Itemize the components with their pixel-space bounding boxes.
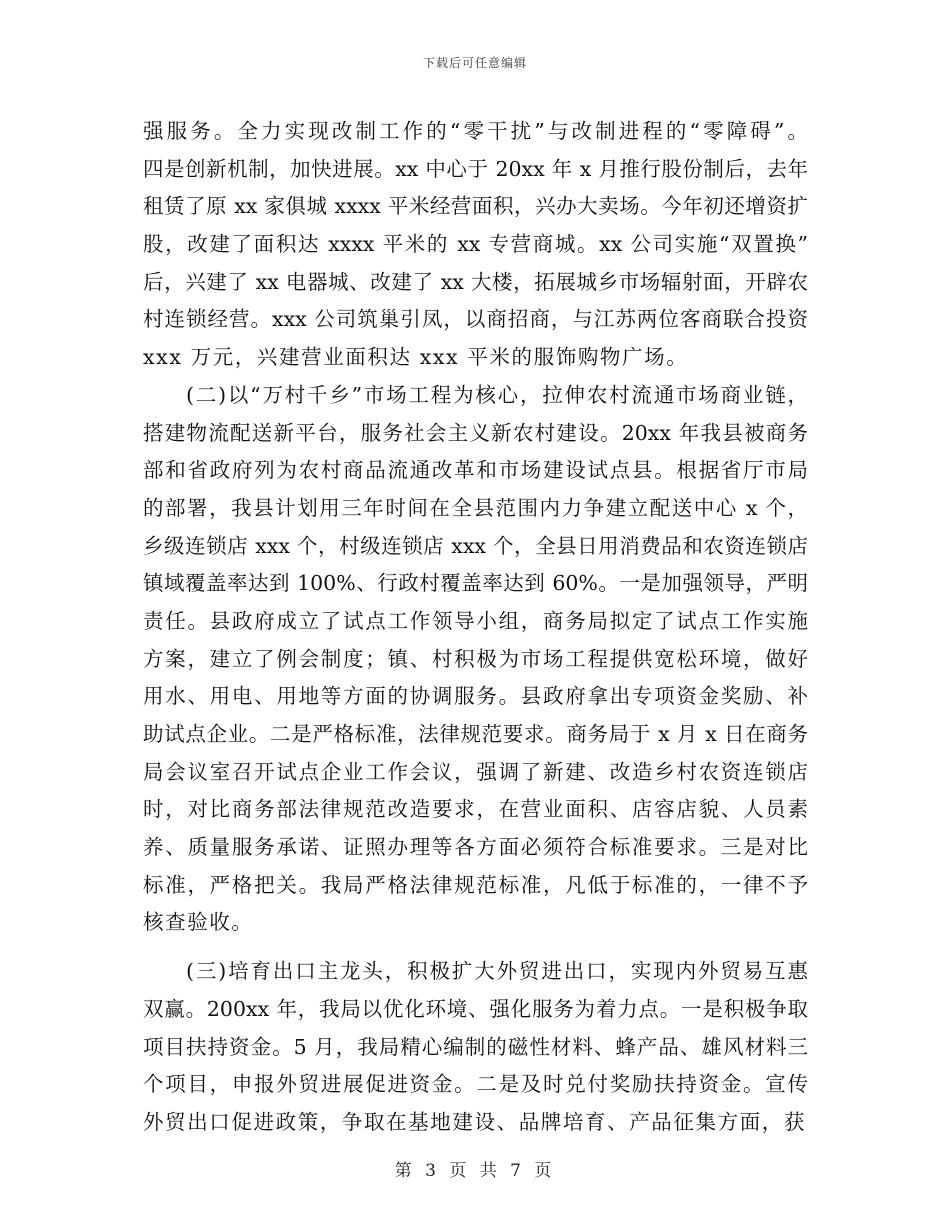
paragraph [143, 953, 808, 1141]
text-line: 乡级连锁店 xxx 个，村级连锁店 xxx 个，全县日用消费品和农资连锁店 [143, 533, 808, 558]
document-body [143, 113, 808, 1142]
text-line: (二)以“万村千乡”市场工程为核心，拉伸农村流通市场商业链， [186, 382, 808, 407]
text-line: 核查验收。 [143, 910, 254, 935]
text-line: 镇域覆盖率达到 100%、行政村覆盖率达到 60%。一是加强领导，严明 [143, 571, 808, 596]
text-line: 后，兴建了 xx 电器城、改建了 xx 大楼，拓展城乡市场辐射面，开辟农 [143, 269, 808, 294]
page-number: 第 3 页 共 7 页 [394, 1161, 556, 1181]
page-header: 下载后可任意编辑 [422, 56, 527, 70]
paragraph [143, 377, 808, 942]
text-line: xxx 万元，兴建营业面积达 xxx 平米的服饰购物广场。 [143, 345, 689, 370]
text-line: 搭建物流配送新平台，服务社会主义新农村建设。20xx 年我县被商务 [143, 420, 808, 445]
paragraph [143, 113, 808, 377]
text-line: 助试点企业。二是严格标准，法律规范要求。商务局于 x 月 x 日在商务 [143, 722, 808, 746]
text-line: 租赁了原 xx 家俱城 xxxx 平米经营面积，兴办大卖场。今年初还增资扩 [143, 194, 808, 219]
text-line: 的部署，我县计划用三年时间在全县范围内力争建立配送中心 x 个， [143, 495, 808, 520]
text-line: (三)培育出口主龙头，积极扩大外贸进出口，实现内外贸易互惠 [186, 959, 808, 984]
text-line: 部和省政府列为农村商品流通改革和市场建设试点县。根据省厅市局 [143, 458, 808, 483]
text-line: 股，改建了面积达 xxxx 平米的 xx 专营商城。xx 公司实施“双置换” [143, 232, 808, 257]
text-line: 村连锁经营。xxx 公司筑巢引凤，以商招商，与江苏两位客商联合投资 [143, 307, 808, 332]
text-line: 强服务。全力实现改制工作的“零干扰”与改制进程的“零障碍”。 [143, 119, 808, 143]
text-line: 四是创新机制，加快进展。xx 中心于 20xx 年 x 月推行股份制后，去年 [143, 156, 808, 181]
text-line: 个项目，申报外贸进展促进资金。二是及时兑付奖励扶持资金。宣传 [143, 1072, 808, 1097]
text-line: 用水、用电、用地等方面的协调服务。县政府拿出专项资金奖励、补 [143, 684, 808, 709]
text-line: 局会议室召开试点企业工作会议，强调了新建、改造乡村农资连锁店 [143, 759, 808, 784]
paragraph-gap [143, 942, 808, 953]
text-line: 方案，建立了例会制度；镇、村积极为市场工程提供宽松环境，做好 [143, 646, 808, 671]
text-line: 时，对比商务部法律规范改造要求，在营业面积、店容店貌、人员素 [143, 797, 808, 822]
text-line: 责任。县政府成立了试点工作领导小组，商务局拟定了试点工作实施 [143, 608, 808, 633]
text-line: 项目扶持资金。5 月，我局精心编制的磁性材料、蜂产品、雄风材料三 [143, 1034, 808, 1059]
text-line: 标准，严格把关。我局严格法律规范标准，凡低于标准的，一律不予 [143, 872, 808, 897]
text-line: 外贸出口促进政策，争取在基地建设、品牌培育、产品征集方面，获 [143, 1109, 806, 1134]
text-line: 双赢。200xx 年，我局以优化环境、强化服务为着力点。一是积极争取 [143, 996, 808, 1021]
text-line: 养、质量服务承诺、证照办理等各方面必须符合标准要求。三是对比 [143, 835, 808, 860]
